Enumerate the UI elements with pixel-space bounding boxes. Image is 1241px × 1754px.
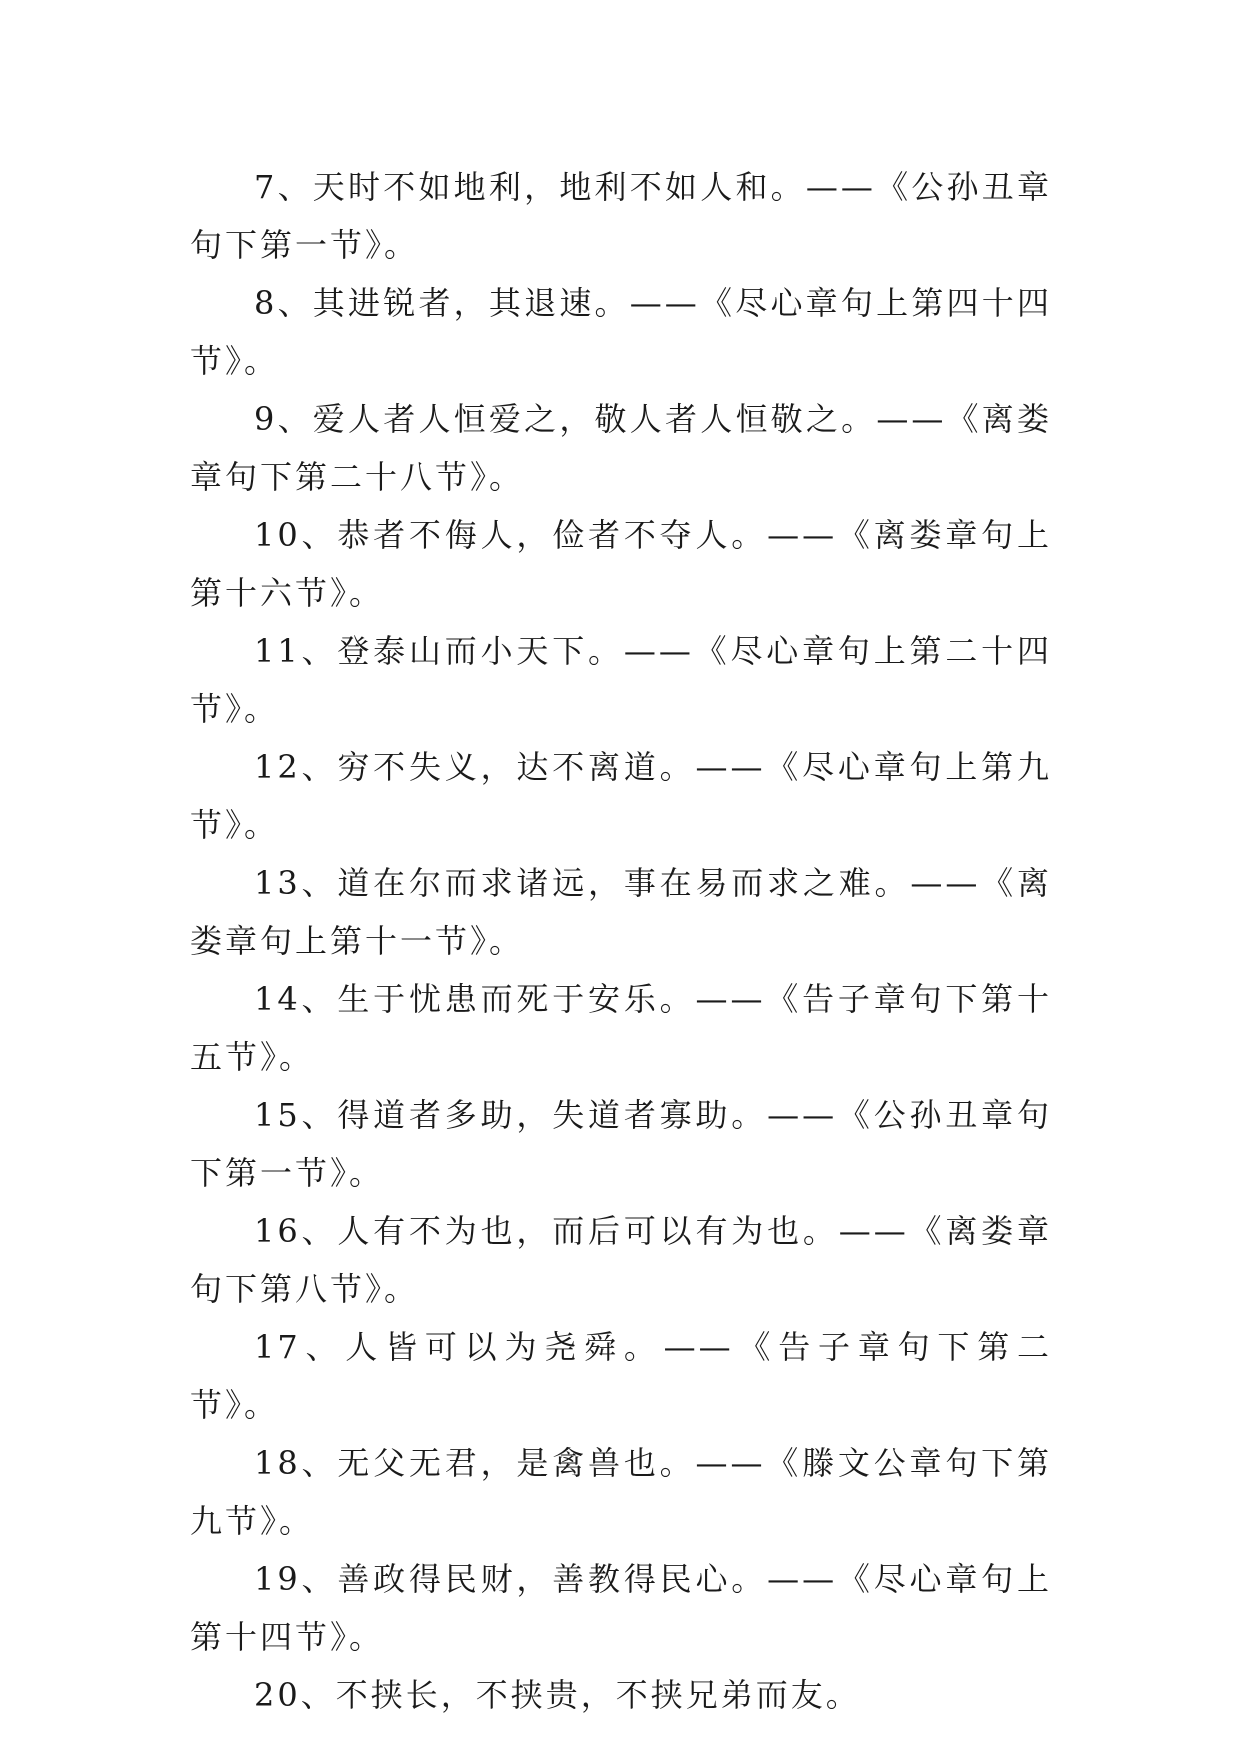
document-body: [190, 158, 1052, 1724]
quote-paragraph: 13、道在尔而求诸远，事在易而求之难。——《离娄章句上第十一节》。: [190, 864, 1052, 960]
quote-paragraph: 8、其进锐者，其退速。——《尽心章句上第四十四节》。: [190, 284, 1052, 380]
quote-paragraph: 9、爱人者人恒爱之，敬人者人恒敬之。——《离娄章句下第二十八节》。: [190, 400, 1052, 496]
quote-paragraph: 16、人有不为也，而后可以有为也。——《离娄章句下第八节》。: [190, 1212, 1052, 1308]
quote-paragraph: 18、无父无君，是禽兽也。——《滕文公章句下第九节》。: [190, 1444, 1052, 1540]
quote-paragraph: 10、恭者不侮人，俭者不夺人。——《离娄章句上第十六节》。: [190, 516, 1052, 612]
quote-paragraph: 15、得道者多助，失道者寡助。——《公孙丑章句下第一节》。: [190, 1096, 1052, 1192]
quote-paragraph: 14、生于忧患而死于安乐。——《告子章句下第十五节》。: [190, 980, 1052, 1076]
quote-paragraph: 20、不挟长，不挟贵，不挟兄弟而友。: [254, 1676, 861, 1714]
quote-paragraph: 17、人皆可以为尧舜。——《告子章句下第二节》。: [190, 1328, 1052, 1424]
quote-paragraph: 7、天时不如地利，地利不如人和。——《公孙丑章句下第一节》。: [190, 168, 1052, 264]
quote-paragraph: 11、登泰山而小天下。——《尽心章句上第二十四节》。: [190, 632, 1052, 728]
quote-paragraph: 19、善政得民财，善教得民心。——《尽心章句上第十四节》。: [190, 1560, 1052, 1656]
quote-paragraph: 12、穷不失义，达不离道。——《尽心章句上第九节》。: [190, 748, 1052, 844]
